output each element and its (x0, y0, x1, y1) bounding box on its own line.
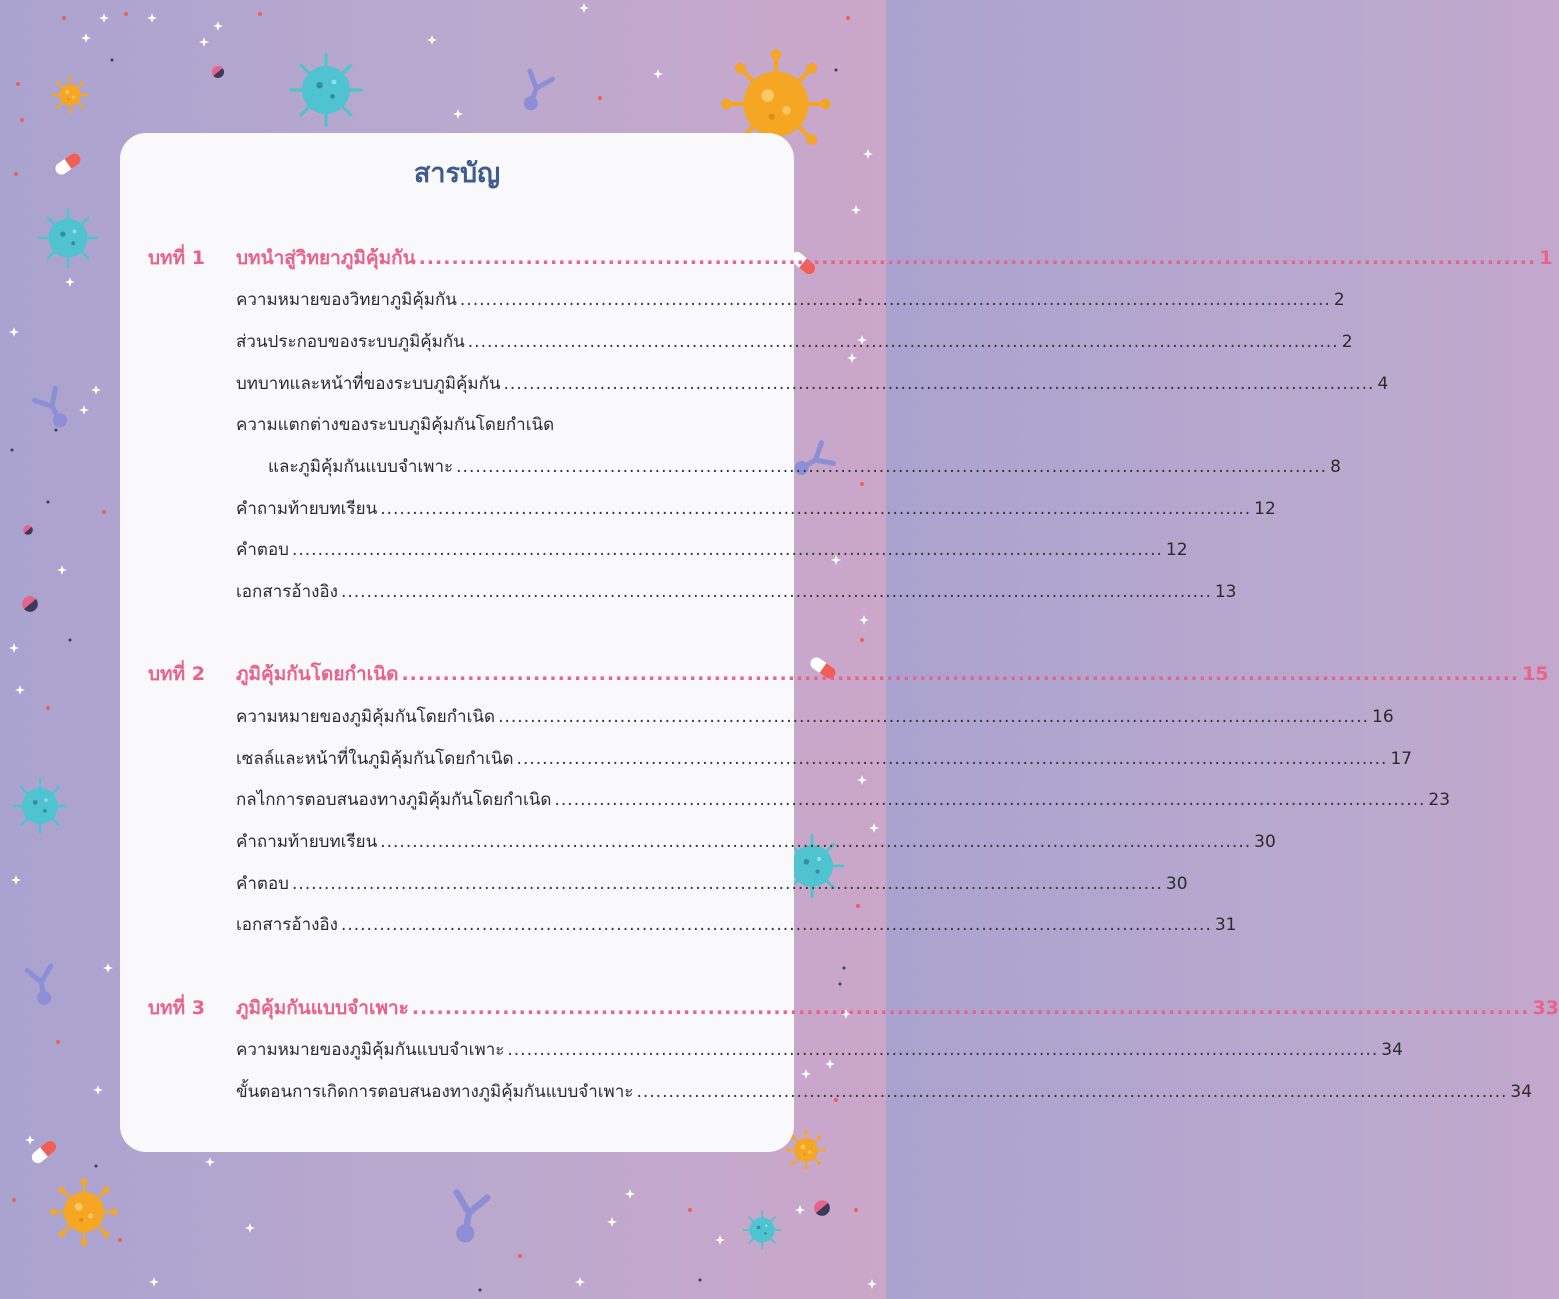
page-number: 13 (1214, 582, 1237, 602)
entry-label: เอกสารอ้างอิง (236, 915, 338, 935)
dot-leader: ........................................................................................................................................ (411, 997, 1530, 1019)
entry-label: ความหมายของภูมิคุ้มกันแบบจำเพาะ (236, 1040, 505, 1060)
page-number: 34 (1381, 1040, 1403, 1060)
chapter-heading (236, 243, 1553, 273)
entry-label: ความแตกต่างของระบบภูมิคุ้มกันโดยกำเนิด (236, 415, 555, 435)
entry-label: ส่วนประกอบของระบบภูมิคุ้มกัน (236, 332, 465, 352)
chapter-number: บทที่ 3 (148, 997, 205, 1019)
dot-leader: ........................................................................................................................................ (498, 707, 1369, 727)
dot-leader: ........................................................................................................................................ (401, 663, 1520, 685)
page-number: 16 (1372, 707, 1394, 727)
chapter-number: บทที่ 1 (148, 247, 205, 269)
dot-leader: ........................................................................................................................................ (291, 874, 1163, 894)
toc-entry (236, 745, 1413, 772)
page-number: 34 (1510, 1082, 1533, 1102)
table-of-contents-card (120, 133, 1559, 1152)
chapter-heading (236, 659, 1549, 689)
toc-entry (236, 286, 1345, 313)
dot-leader: ........................................................................................................................................ (340, 915, 1212, 935)
page-number: 12 (1254, 499, 1276, 519)
toc-entry (236, 828, 1276, 855)
dot-leader: ........................................................................................................................................ (418, 247, 1537, 269)
chapter-title: บทนำสู่วิทยาภูมิคุ้มกัน (236, 247, 416, 269)
entry-label: ขั้นตอนการเกิดการตอบสนองทางภูมิคุ้มกันแบบจำเพาะ (236, 1082, 634, 1102)
entry-label: คำตอบ (236, 540, 289, 560)
dot-leader: ........................................................................................................................................ (456, 457, 1328, 477)
entry-label: ความหมายของวิทยาภูมิคุ้มกัน (236, 290, 457, 310)
entry-label: เอกสารอ้างอิง (236, 582, 338, 602)
page-number: 17 (1390, 749, 1413, 769)
toc-entry (236, 703, 1394, 730)
toc-entry (236, 495, 1276, 522)
page-number: 30 (1165, 874, 1188, 894)
dot-leader: ........................................................................................................................................ (459, 290, 1331, 310)
dot-leader: ........................................................................................................................................ (380, 832, 1252, 852)
entry-label: เซลล์และหน้าที่ในภูมิคุ้มกันโดยกำเนิด (236, 749, 514, 769)
toc-entry (236, 328, 1353, 355)
page-number: 2 (1341, 332, 1353, 352)
page-number: 2 (1333, 290, 1345, 310)
dot-leader: ........................................................................................................................................ (467, 332, 1339, 352)
toc-entry (236, 786, 1451, 813)
dot-leader: ........................................................................................................................................ (503, 374, 1375, 394)
dot-leader: ........................................................................................................................................ (291, 540, 1163, 560)
toc-entry (236, 870, 1188, 897)
dot-leader: ........................................................................................................................................ (380, 499, 1252, 519)
page-title: สารบัญ (413, 158, 501, 189)
toc-entry (236, 578, 1237, 605)
toc-entry (236, 1078, 1533, 1105)
toc-entry (236, 1036, 1403, 1063)
entry-label-continued: และภูมิคุ้มกันแบบจำเพาะ (268, 457, 454, 477)
entry-label: บทบาทและหน้าที่ของระบบภูมิคุ้มกัน (236, 374, 501, 394)
entry-label: กลไกการตอบสนองทางภูมิคุ้มกันโดยกำเนิด (236, 790, 552, 810)
dot-leader: ........................................................................................................................................ (554, 790, 1426, 810)
dot-leader: ........................................................................................................................................ (516, 749, 1388, 769)
chapter-heading (236, 993, 1559, 1023)
dot-leader: ........................................................................................................................................ (636, 1082, 1508, 1102)
page-number: 23 (1428, 790, 1451, 810)
toc-entry (236, 370, 1389, 397)
entry-label: ความหมายของภูมิคุ้มกันโดยกำเนิด (236, 707, 496, 727)
page-number: 12 (1165, 540, 1188, 560)
toc-entry (268, 453, 1341, 480)
entry-label: คำถามท้ายบทเรียน (236, 499, 378, 519)
page-number: 8 (1330, 457, 1341, 477)
toc-entry (236, 911, 1237, 938)
chapter-title: ภูมิคุ้มกันแบบจำเพาะ (236, 997, 409, 1019)
dot-leader: ........................................................................................................................................ (340, 582, 1212, 602)
page-number: 4 (1377, 374, 1389, 394)
page-number: 33 (1532, 997, 1559, 1019)
page-number: 15 (1522, 663, 1549, 685)
entry-label: คำถามท้ายบทเรียน (236, 832, 378, 852)
page-number: 30 (1254, 832, 1276, 852)
dot-leader: ........................................................................................................................................ (507, 1040, 1379, 1060)
entry-label: คำตอบ (236, 874, 289, 894)
page-number: 1 (1539, 247, 1553, 269)
chapter-number: บทที่ 2 (148, 663, 205, 685)
page-number: 31 (1214, 915, 1237, 935)
toc-entry (236, 536, 1188, 563)
chapter-title: ภูมิคุ้มกันโดยกำเนิด (236, 663, 399, 685)
